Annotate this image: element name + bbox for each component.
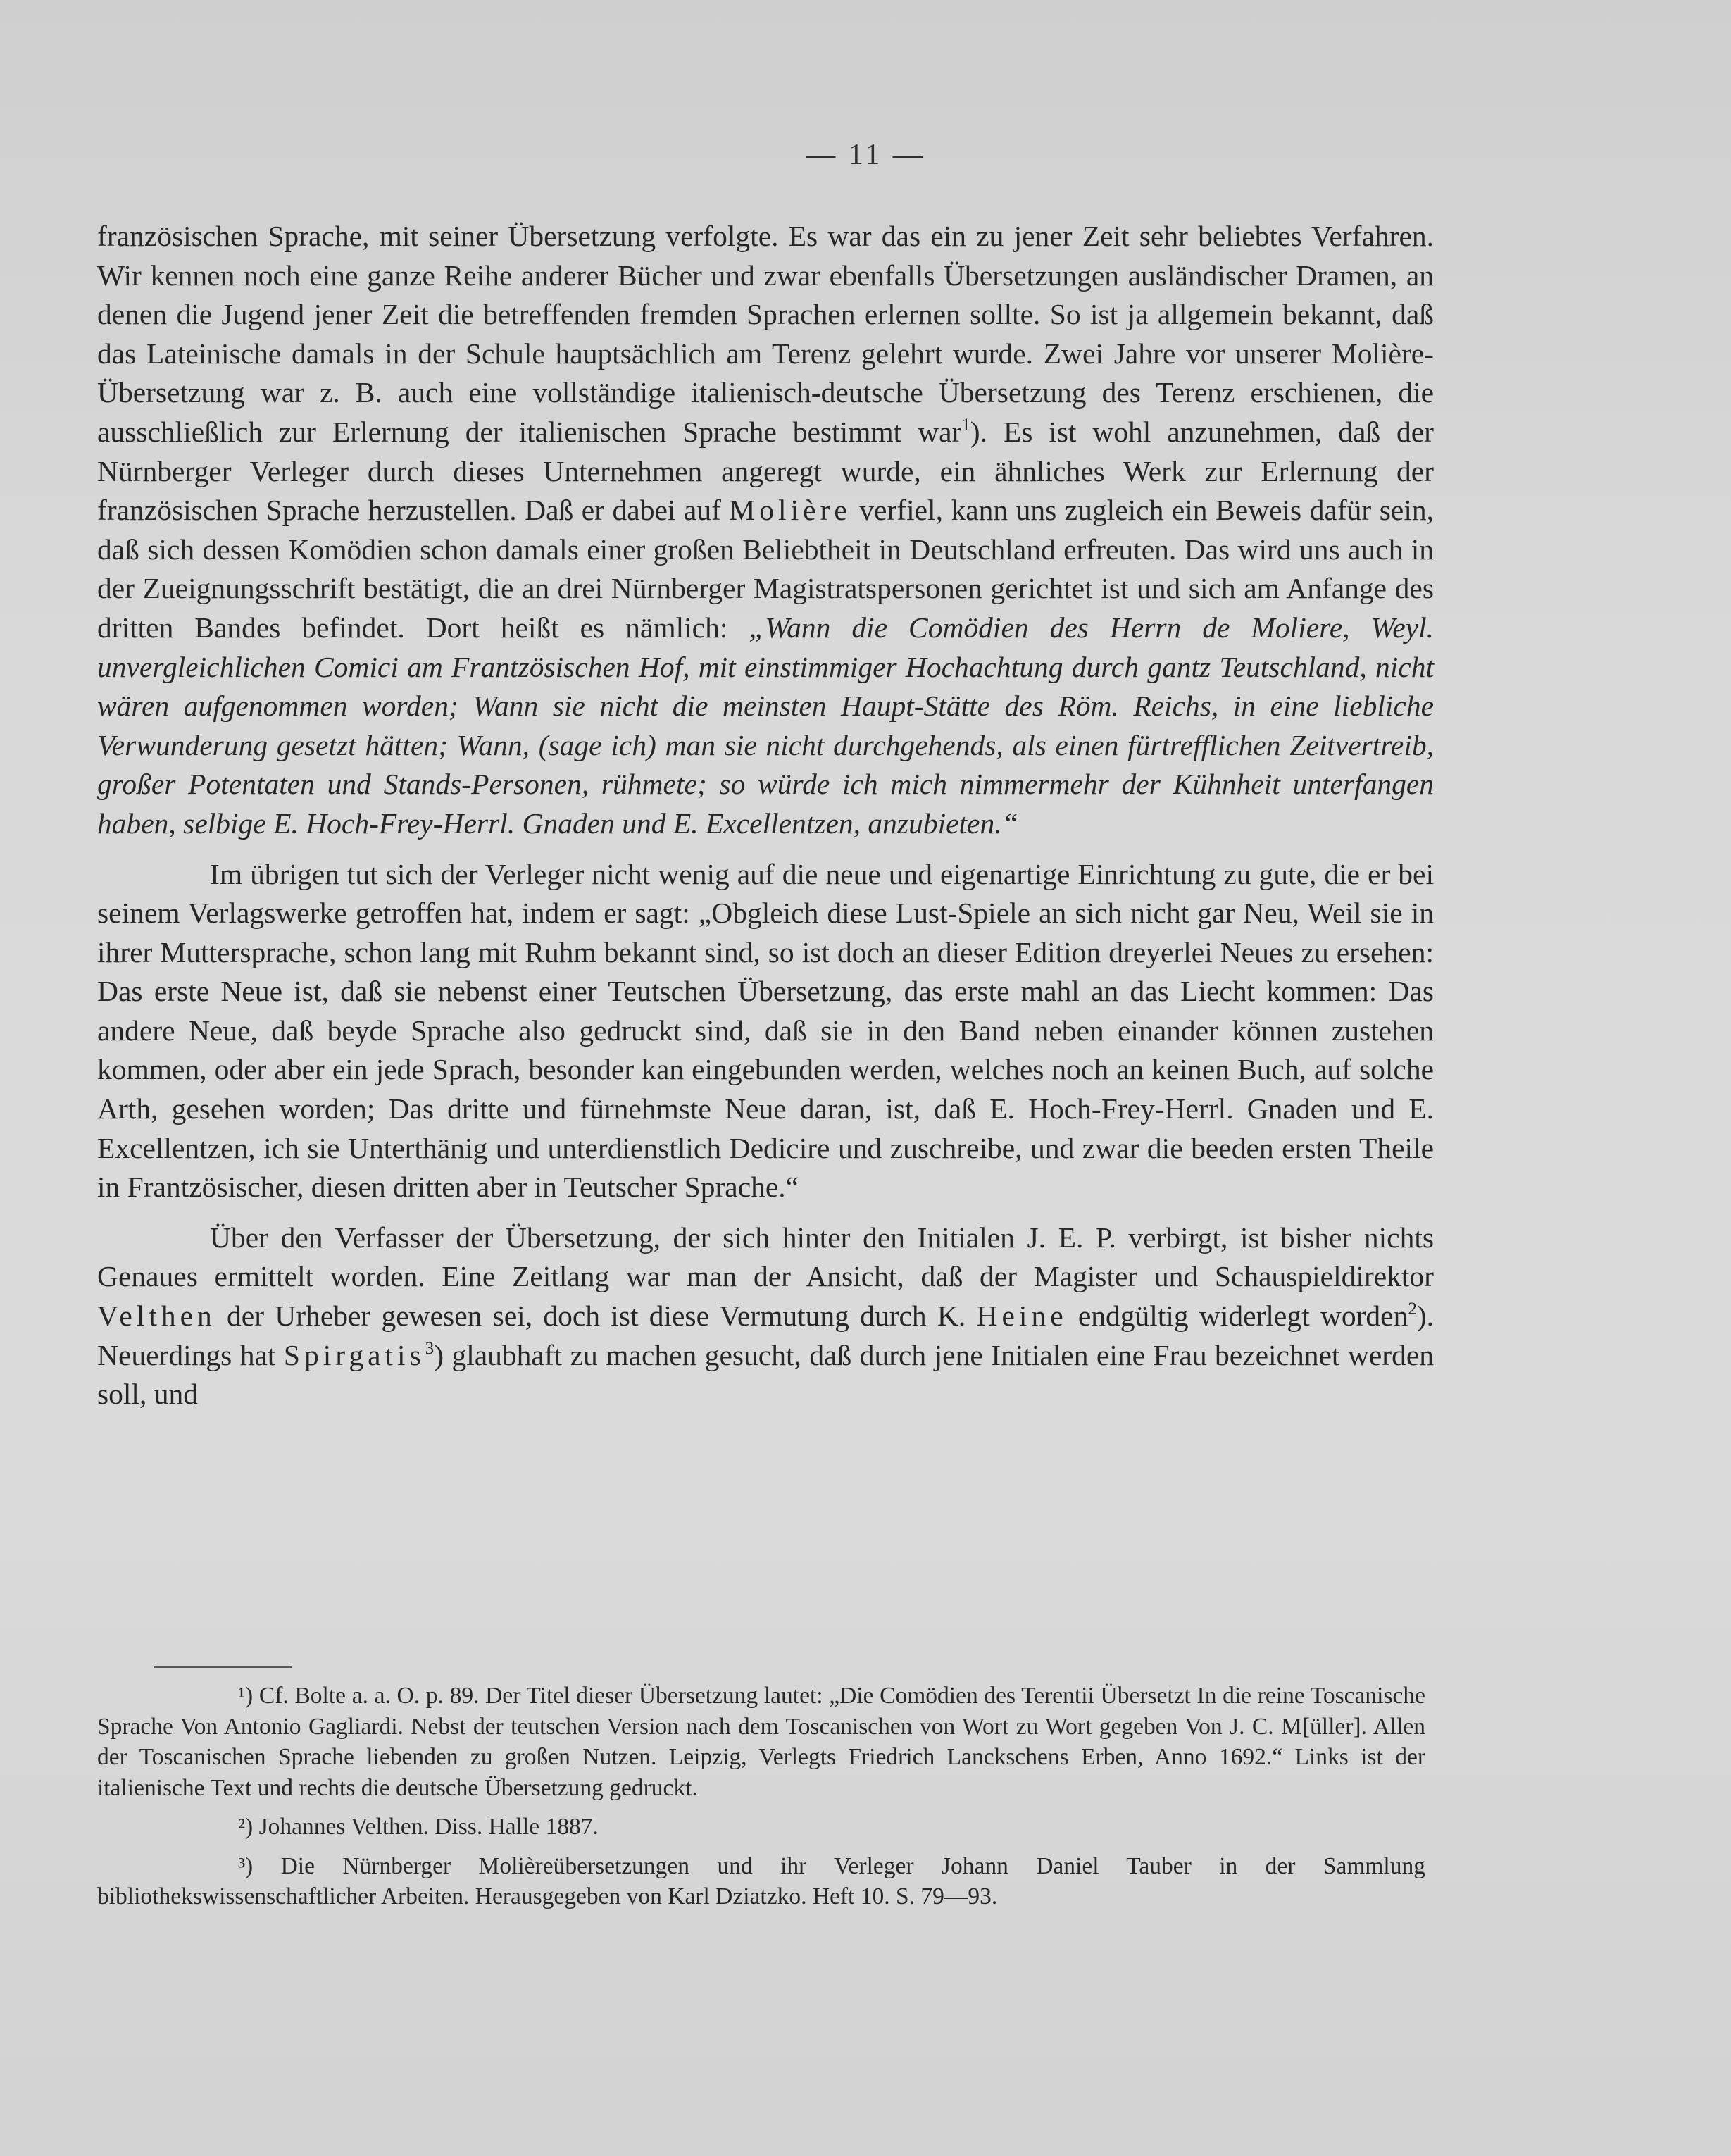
footnote-mark: ²): [238, 1814, 254, 1840]
footnote-mark: ³): [238, 1852, 254, 1879]
footnote-text: Cf. Bolte a. a. O. p. 89. Der Titel dieser Übersetzung lautet: „Die Comödien des Terentii Übersetzt In die reine Toscanische Sprache Von Antonio Gagliardi. Nebst der teutschen Version nach dem Toscanischen von Wort zu Wort gegeben Von J. C. M[üller]. Allen der Toscanischen Sprache liebenden zu großen Nutzen. Leipzig, Verlegts Friedrich Lanckschens Erben, Anno 1692.“ Links ist der italienische Text und rechts die deutsche Übersetzung gedruckt.: [97, 1683, 1425, 1801]
footnote-reference: 3: [425, 1338, 435, 1358]
footnote-text: Die Nürnberger Molièreübersetzungen und ihr Verleger Johann Daniel Tauber in der Sammlung bibliothekswissenschaftlicher Arbeiten. Herausgegeben von Karl Dziatzko. Heft 10. S. 79—93.: [97, 1852, 1425, 1909]
spaced-name: Spirgatis: [283, 1338, 425, 1371]
footnote-reference: 1: [961, 415, 970, 435]
main-text: [97, 217, 1434, 1414]
text-segment: ). Neuerdings hat: [97, 1300, 1434, 1371]
text-segment: Im übrigen tut sich der Verleger nicht wenig auf die neue und eigenartige Einrichtung zu gute, die er bei seinem Verlagswerke getroffen hat, indem er sagt: „Obgleich diese Lust-Spiele an sich nicht gar Neu, Weil sie in ihrer Muttersprache, schon lang mit Ruhm bekannt sind, so ist doch an dieser Edition dreyerlei Neues zu ersehen: Das erste Neue ist, daß sie nebenst einer Teutschen Übersetzung, das erste mahl an das Liecht kommen: Das andere Neue, daß beyde Sprache also gedruckt sind, daß sie in den Band neben einander können zustehen kommen, oder aber ein jede Sprach, besonder kan eingebunden werden, welches noch an keinen Buch, auf solche Arth, gesehen worden; Das dritte und fürnehmste Neue daran, ist, daß E. Hoch-Frey-Herrl. Gnaden und E. Excellentzen, ich sie Unterthänig und unterdienstlich Dedicire und zuschreibe, und zwar die beeden ersten Theile in Frantzösischer, diesen dritten aber in Teutscher Sprache.“: [97, 857, 1434, 1204]
footnote-mark: ¹): [238, 1683, 254, 1709]
spaced-name: Heine: [976, 1300, 1068, 1333]
text-segment: ). Es ist wohl anzunehmen, daß der Nürnberger Verleger durch dieses Unternehmen angeregt wurde, ein ähnliches Werk zur Erlernung der französischen Sprache herzustellen. Daß er dabei auf: [97, 415, 1434, 527]
text-segment: ) glaubhaft zu machen gesucht, daß durch jene Initialen eine Frau bezeichnet werden soll, und: [97, 1338, 1434, 1411]
text-segment: Über den Verfasser der Übersetzung, der sich hinter den Initialen J. E. P. verbirgt, ist bisher nichts Genaues ermittelt worden. Eine Zeitlang war man der Ansicht, daß der Magister und Schauspieldirektor: [97, 1221, 1434, 1293]
text-segment: endgültig widerlegt worden: [1067, 1300, 1408, 1333]
footnote: [97, 1812, 1425, 1843]
text-segment: französischen Sprache, mit seiner Übersetzung verfolgte. Es war das ein zu jener Zeit sehr beliebtes Verfahren. Wir kennen noch eine ganze Reihe anderer Bücher und zwar ebenfalls Übersetzungen ausländischer Dramen, an denen die Jugend jener Zeit die betreffenden fremden Sprachen erlernen sollte. So ist ja allgemein bekannt, daß das Lateinische damals in der Schule hauptsächlich am Terenz gelehrt wurde. Zwei Jahre vor unserer Molière-Übersetzung war z. B. auch eine vollständige italienisch-deutsche Übersetzung des Terenz erschienen, die ausschließlich zur Erlernung der italienischen Sprache bestimmt war: [97, 220, 1434, 448]
spaced-name: Velthen: [97, 1300, 216, 1333]
paragraph: [97, 1219, 1434, 1414]
text-segment: der Urheber gewesen sei, doch ist diese Vermutung durch K.: [215, 1300, 977, 1333]
footnote-text: Johannes Velthen. Diss. Halle 1887.: [253, 1814, 599, 1840]
paragraph: [97, 855, 1434, 1207]
paragraph: [97, 217, 1434, 844]
footnote-reference: 2: [1408, 1299, 1417, 1319]
quotation: „Wann die Comödien des Herrn de Moliere, Weyl. unvergleichlichen Comici am Frantzösischen Hof, mit einstimmiger Hochachtung durch gantz Teutschland, nicht wären aufgenommen worden; Wann sie nicht die meinsten Haupt-Stätte des Röm. Reichs, in eine liebliche Verwunderung gesetzt hätten; Wann, (sage ich) man sie nicht durchgehends, als einen fürtrefflichen Zeitvertreib, großer Potentaten und Stands-Personen, rühmete; so würde ich mich nimmermehr der Kühnheit unterfangen haben, selbige E. Hoch-Frey-Herrl. Gnaden und E. Excellentzen, anzubieten.“: [97, 611, 1434, 840]
footnote: [97, 1681, 1425, 1803]
page-number: — 11 —: [806, 139, 925, 171]
footnote-separator: [154, 1666, 292, 1668]
footnote: [97, 1851, 1425, 1912]
spaced-name: Molière: [729, 494, 851, 527]
text-segment: verfiel, kann uns zugleich ein Beweis dafür sein, daß sich dessen Komödien schon damals einer großen Beliebtheit in Deutschland erfreuten. Das wird uns auch in der Zueignungsschrift bestätigt, die an drei Nürnberger Magistratspersonen gerichtet ist und sich am Anfange des dritten Bandes befindet. Dort heißt es nämlich:: [97, 494, 1434, 644]
footnotes: [97, 1681, 1425, 1921]
